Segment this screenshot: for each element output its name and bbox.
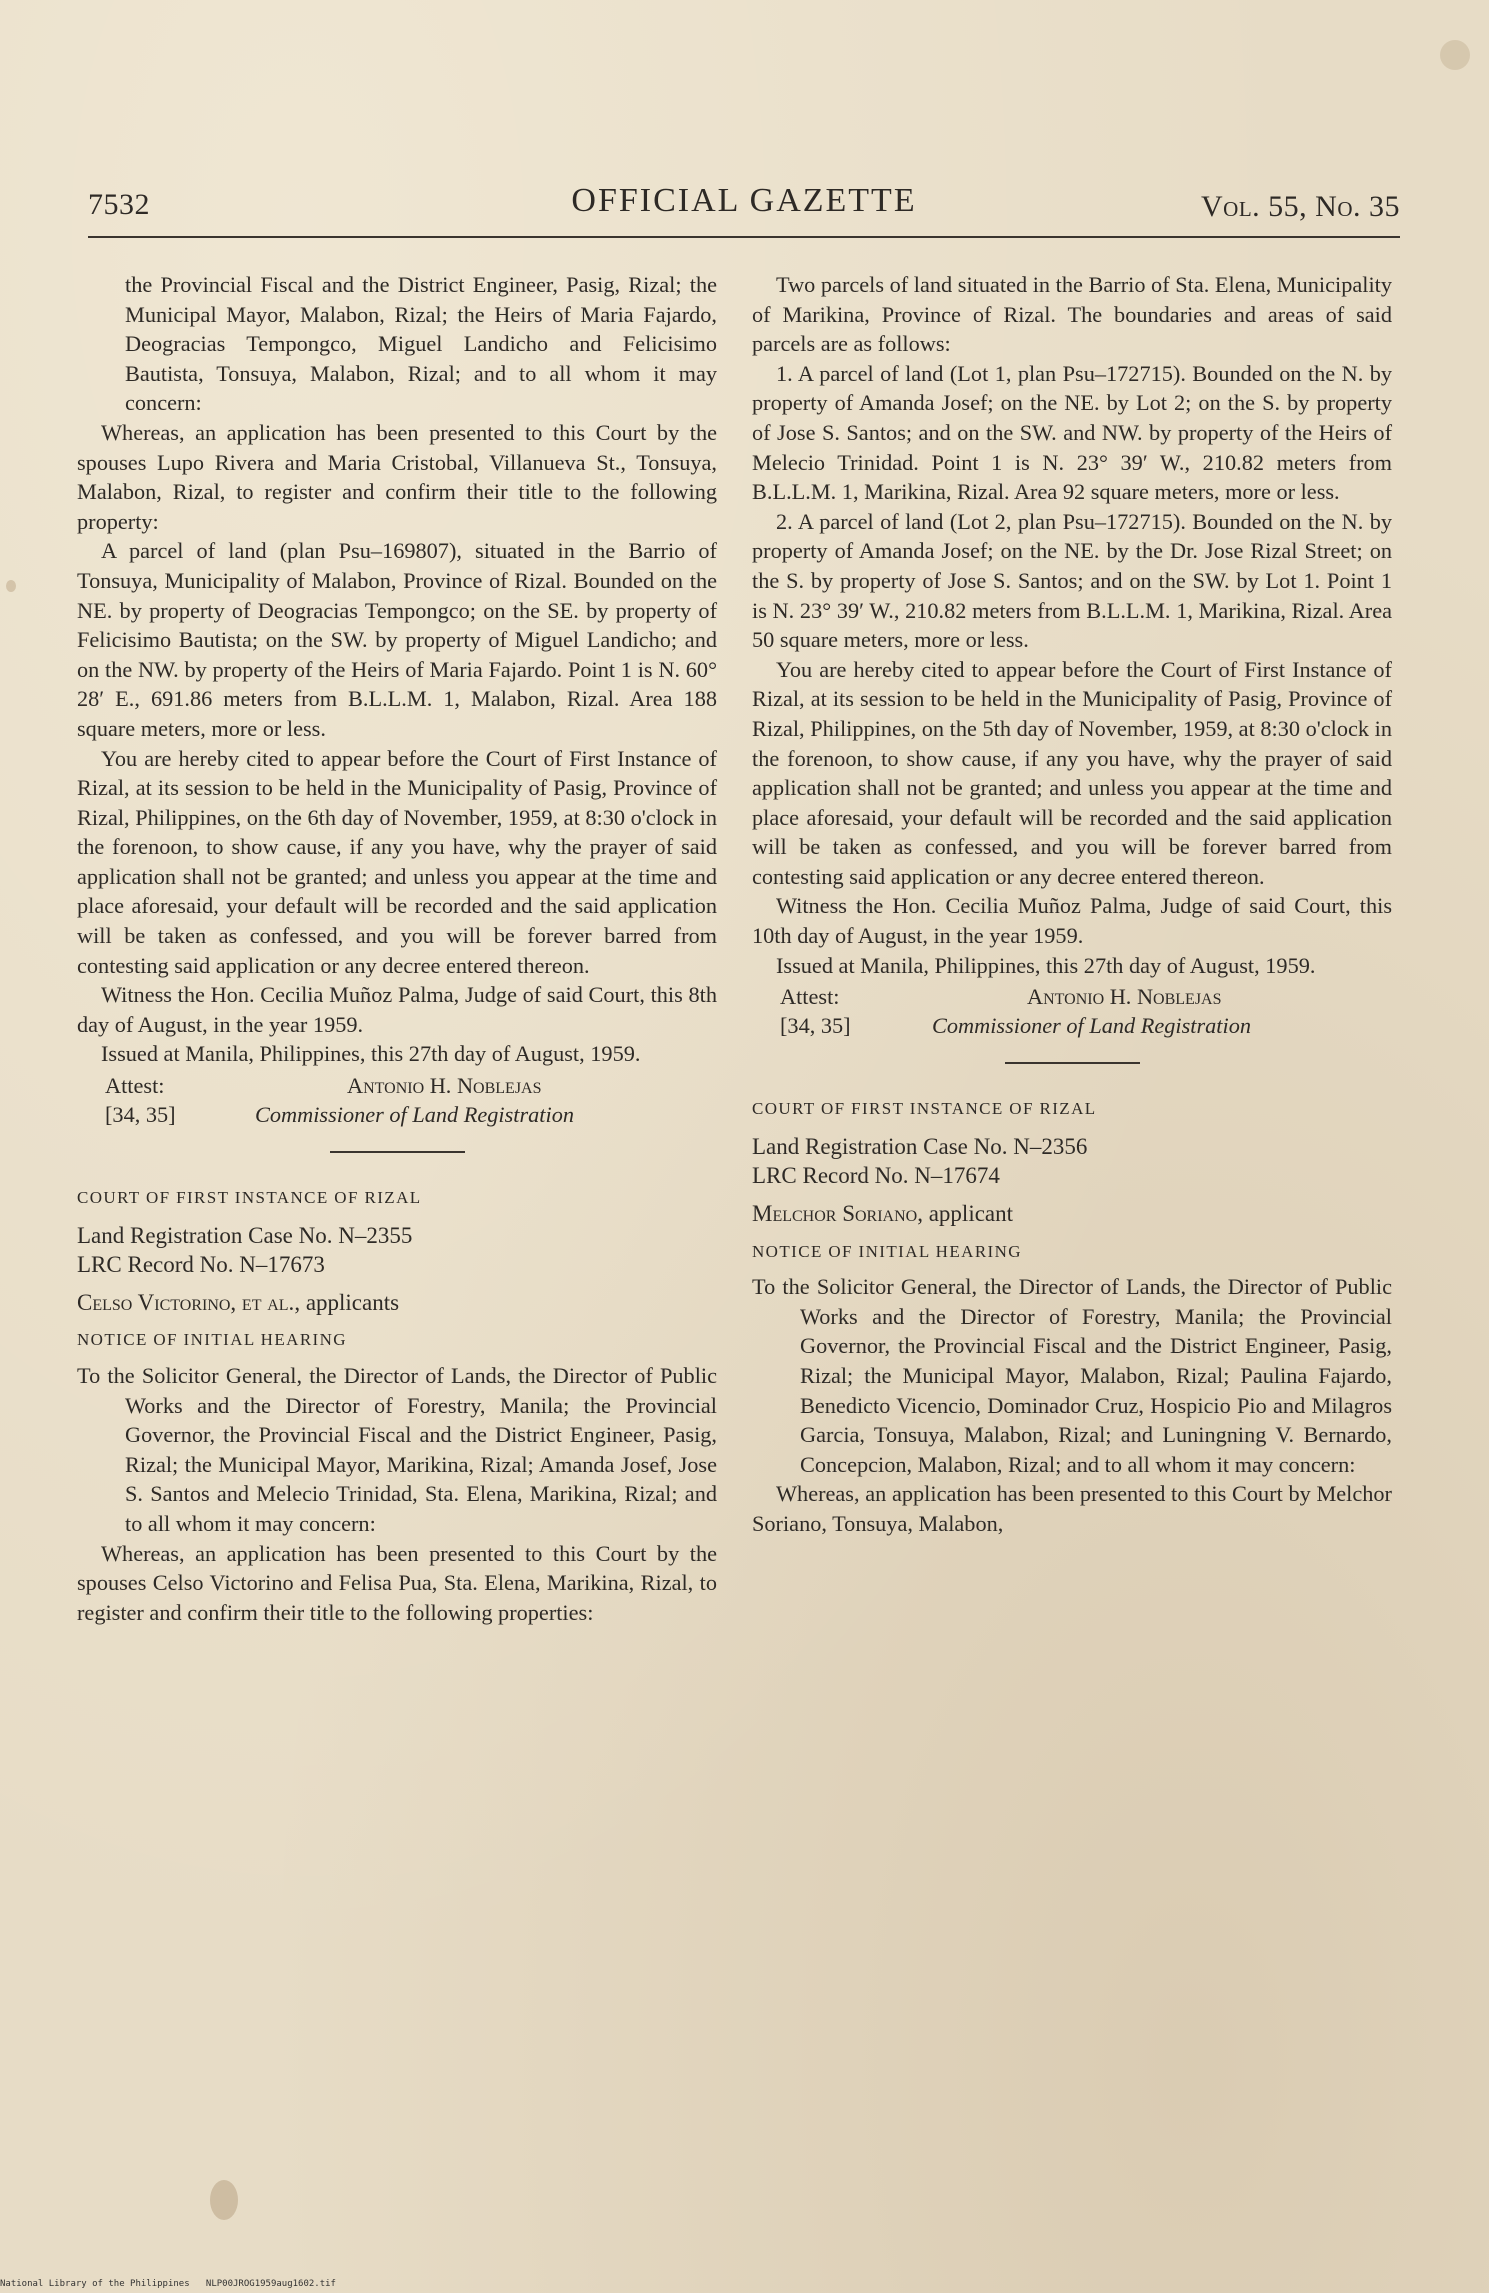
- scan-filename: NLP00JROG1959aug1602.tif: [205, 2279, 336, 2289]
- citation-paragraph: You are hereby cited to appear before the Court of First Instance of Rizal, at its session to be held in the Municipality of Pasig, Province of Rizal, Philippines, on the 5th day of November, 1959, at 8:30 o'clock in the forenoon, to show cause, if any you have, why the prayer of said application shall not be granted; and unless you appear at the time and place aforesaid, your default will be recorded and the said application will be taken as confessed, and you will be forever barred from contesting said application or any decree entered thereon.: [752, 656, 1392, 889]
- left-column: [77, 270, 717, 1627]
- record-number: LRC Record No. N–17673: [77, 1252, 325, 1278]
- issue-reference: [34, 35]: [780, 1013, 851, 1039]
- applicant-name: Melchor Soriano: [752, 1201, 918, 1227]
- header-rule: [88, 236, 1400, 238]
- applicant-line: [77, 1288, 717, 1318]
- court-heading: COURT OF FIRST INSTANCE OF RIZAL: [77, 1188, 422, 1208]
- attest-title: Commissioner of Land Registration: [255, 1102, 574, 1128]
- record-number: LRC Record No. N–17674: [752, 1163, 1000, 1189]
- attestation-block: [77, 1071, 717, 1129]
- attest-label: Attest:: [105, 1073, 165, 1099]
- parcels-intro: Two parcels of land situated in the Barrio of Sta. Elena, Municipality of Marikina, Province of Rizal. The boundaries and areas of said parcels are as follows:: [752, 272, 1392, 357]
- notice-recipients: To the Solicitor General, the Director of Lands, the Director of Public Works and the Director of Forestry, Manila; the Provincial Governor, the Provincial Fiscal and the District Engineer, Pasig, Rizal; the Municipal Mayor, Malabon, Rizal; Paulina Fajardo, Benedicto Vicencio, Dominador Cruz, Hospicio Pio and Milagros Garcia, Tonsuya, Malabon, Rizal; and Luningning V. Bernardo, Concepcion, Malabon, Rizal; and to all whom it may concern:: [752, 1274, 1392, 1477]
- issued-paragraph: Issued at Manila, Philippines, this 27th day of August, 1959.: [776, 952, 1316, 978]
- section-divider: [1005, 1062, 1140, 1064]
- section-divider: [330, 1151, 465, 1153]
- applicant-role: , applicant: [917, 1201, 1014, 1227]
- notice-recipients-continued: the Provincial Fiscal and the District Engineer, Pasig, Rizal; the Municipal Mayor, Malabon, Rizal; the Heirs of Maria Fajardo, Deogracias Tempongco, Miguel Landicho and Felicisimo Bautista, Tonsuya, Malabon, Rizal; and to all whom it may concern:: [125, 272, 717, 416]
- parcel-description: A parcel of land (plan Psu–169807), situated in the Barrio of Tonsuya, Municipality of Malabon, Province of Rizal. Bounded on the NE. by property of Deogracias Tempongco; on the SE. by property of Felicisimo Bautista; on the SW. by property of Miguel Landicho; and on the NW. by property of the Heirs of Maria Fajardo. Point 1 is N. 60° 28′ E., 691.86 meters from B.L.L.M. 1, Malabon, Rizal. Area 188 square meters, more or less.: [77, 538, 717, 741]
- witness-paragraph: Witness the Hon. Cecilia Muñoz Palma, Judge of said Court, this 10th day of August, in the year 1959.: [752, 893, 1392, 949]
- citation-paragraph: You are hereby cited to appear before the Court of First Instance of Rizal, at its session to be held in the Municipality of Pasig, Province of Rizal, Philippines, on the 6th day of November, 1959, at 8:30 o'clock in the forenoon, to show cause, if any you have, why the prayer of said application shall not be granted; and unless you appear at the time and place aforesaid, your default will be recorded and the said application will be taken as confessed, and you will be forever barred from contesting said application or any decree entered thereon.: [77, 745, 717, 978]
- court-heading: COURT OF FIRST INSTANCE OF RIZAL: [752, 1099, 1097, 1119]
- page-header: [88, 182, 1400, 230]
- attestation-block: [752, 982, 1392, 1040]
- notice-heading: NOTICE OF INITIAL HEARING: [77, 1330, 347, 1350]
- parcel-2-description: 2. A parcel of land (Lot 2, plan Psu–172715). Bounded on the N. by property of Amanda Josef; on the NE. by the Dr. Jose Rizal Street; on the S. by property of Jose S. Santos; and on the SW. by Lot 1. Point 1 is N. 23° 39′ W., 210.82 meters from B.L.L.M. 1, Marikina, Rizal. Area 50 square meters, more or less.: [752, 508, 1392, 653]
- parcel-1-description: 1. A parcel of land (Lot 1, plan Psu–172715). Bounded on the N. by property of Amanda Josef; on the NE. by Lot 2; on the S. by property of Jose S. Santos; and on the SW. and NW. by property of the Heirs of Melecio Trinidad. Point 1 is N. 23° 39′ W., 210.82 meters from B.L.L.M. 1, Marikina, Rizal. Area 92 square meters, more or less.: [752, 360, 1392, 505]
- applicant-name: Celso Victorino, et al.: [77, 1289, 295, 1315]
- notice-heading: NOTICE OF INITIAL HEARING: [752, 1241, 1022, 1261]
- library-credit: National Library of the Philippines: [0, 2279, 190, 2289]
- volume-number: Vol. 55, No. 35: [1201, 190, 1400, 223]
- attest-name: Antonio H. Noblejas: [1027, 984, 1222, 1010]
- scan-footer: [0, 2279, 336, 2289]
- applicant-line: [752, 1199, 1392, 1229]
- issue-reference: [34, 35]: [105, 1102, 176, 1128]
- notice-recipients: To the Solicitor General, the Director of Lands, the Director of Public Works and the Director of Forestry, Manila; the Provincial Governor, the Provincial Fiscal and the District Engineer, Pasig, Rizal; the Municipal Mayor, Marikina, Rizal; Amanda Josef, Jose S. Santos and Melecio Trinidad, Sta. Elena, Marikina, Rizal; and to all whom it may concern:: [77, 1363, 717, 1536]
- whereas-paragraph-2: Whereas, an application has been presented to this Court by the spouses Celso Victorino and Felisa Pua, Sta. Elena, Marikina, Rizal, to register and confirm their title to the following properties:: [77, 1540, 717, 1625]
- page-number: 7532: [88, 188, 150, 221]
- applicant-role: , applicants: [294, 1289, 400, 1315]
- attest-title: Commissioner of Land Registration: [932, 1013, 1251, 1039]
- attest-name: Antonio H. Noblejas: [347, 1073, 542, 1099]
- case-number: Land Registration Case No. N–2356: [752, 1133, 1088, 1159]
- attest-label: Attest:: [780, 984, 840, 1010]
- publication-title: OFFICIAL GAZETTE: [571, 182, 917, 219]
- case-number: Land Registration Case No. N–2355: [77, 1222, 413, 1248]
- right-column: [752, 270, 1392, 1539]
- witness-paragraph: Witness the Hon. Cecilia Muñoz Palma, Judge of said Court, this 8th day of August, in the year 1959.: [77, 982, 717, 1037]
- whereas-paragraph-2: Whereas, an application has been presented to this Court by Melchor Soriano, Tonsuya, Malabon,: [752, 1481, 1392, 1536]
- whereas-paragraph: Whereas, an application has been presented to this Court by the spouses Lupo Rivera and Maria Cristobal, Villanueva St., Tonsuya, Malabon, Rizal, to register and confirm their title to the following property:: [77, 419, 717, 534]
- issued-paragraph: Issued at Manila, Philippines, this 27th day of August, 1959.: [101, 1041, 641, 1067]
